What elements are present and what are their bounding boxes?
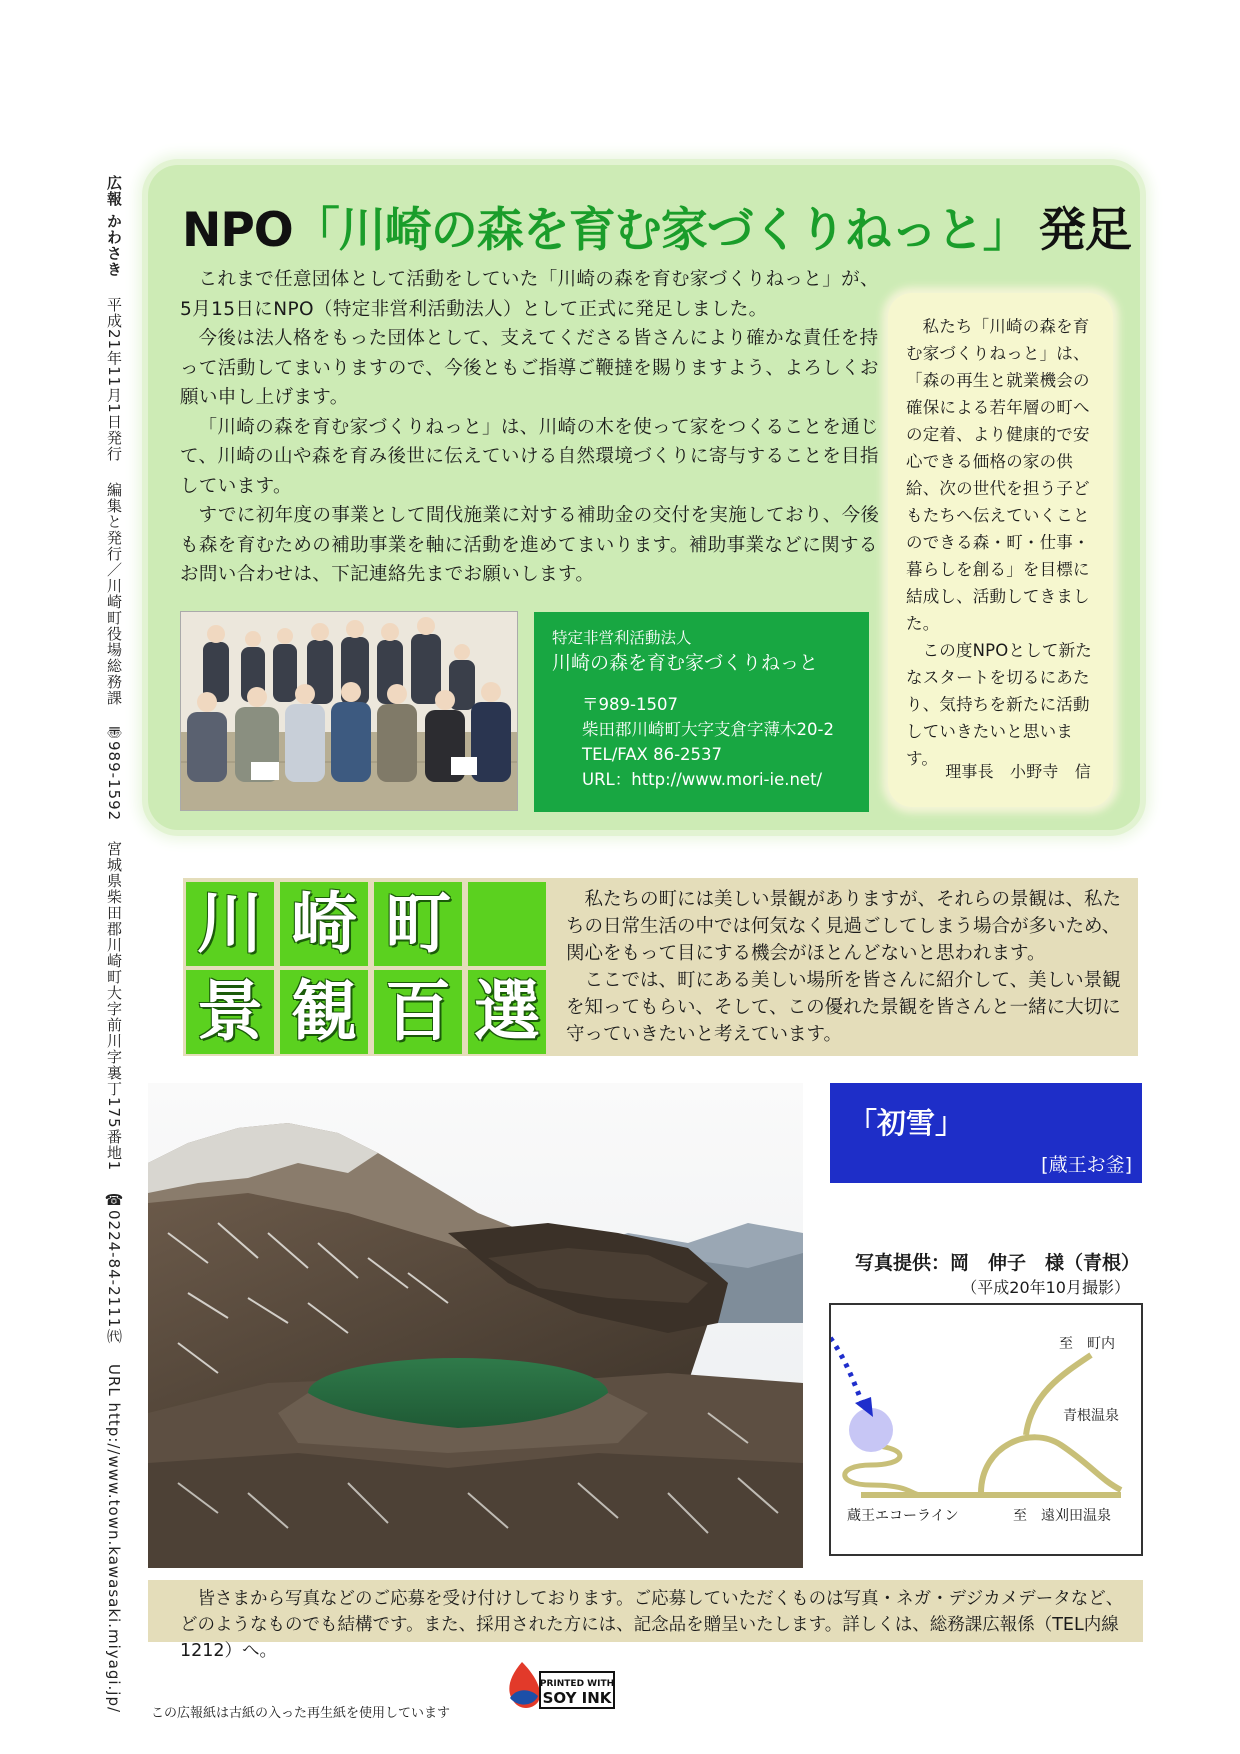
contact-postal: 〒989-1507: [582, 695, 678, 714]
npo-paragraph: これまで任意団体として活動をしていた「川崎の森を育む家づくりねっと」が、5月15日にNPO（特定非営利活動法人）として正式に発足しました。: [180, 269, 879, 320]
side-editor: 編集と発行／川崎町役場総務課: [105, 481, 123, 706]
location-map: [829, 1303, 1143, 1556]
side-issue-date: 平成21年11月1日発行: [105, 297, 123, 462]
group-photo-illustration: [181, 612, 518, 811]
keikan-char: 川: [186, 882, 274, 966]
keikan-paragraph: 私たちの町には美しい景観がありますが、それらの景観は、私たちの日常生活の中では何気なく見過ごしてしまう場合が多いため、関心をもって目にする機会がほとんどないと思われます。: [566, 889, 1122, 964]
contact-url[interactable]: URL：http://www.mori-ie.net/: [582, 770, 823, 789]
keikan-title-grid: [186, 882, 546, 1054]
chairman-signature: 理事長 小野寺 信: [945, 762, 1091, 781]
npo-paragraph: 今後は法人格をもった団体として、支えてくださる皆さんにより確かな責任を持って活動してまいりますので、今後ともご指導ご鞭撻を賜りますよう、よろしくお願い申し上げます。: [180, 328, 879, 408]
contact-address: 柴田郡川崎町大字支倉字薄木20-2: [582, 720, 834, 739]
okama-landscape-photo: [148, 1083, 803, 1568]
contact-org-type: 特定非営利活動法人: [552, 629, 692, 647]
keikan-char: 百: [374, 970, 462, 1054]
keikan-char: 崎: [280, 882, 368, 966]
notice-text: 皆さまから写真などのご応募を受け付けしております。ご応募していただくものは写真・ネガ・デジカメデータなど、どのようなものでも結構です。また、採用された方には、記念品を贈呈いたします。詳しくは、総務課広報係（TEL内線1212）へ。: [180, 1589, 1124, 1661]
side-postal: 〠989-1592: [105, 725, 123, 822]
contact-tel: TEL/FAX 86-2537: [582, 745, 723, 764]
headline-npo: NPO: [182, 203, 293, 258]
headline-hassoku: 発足: [1038, 203, 1131, 258]
npo-paragraph: すでに初年度の事業として間伐施業に対する補助金の交付を実施しており、今後も森を育むための補助事業を軸に活動を進めてまいります。補助事業などに関するお問い合わせは、下記連絡先までお願いします。: [180, 505, 880, 585]
map-label-town: 至 町内: [1059, 1336, 1115, 1352]
keikan-char: 観: [280, 970, 368, 1054]
npo-body-text: [180, 265, 880, 590]
soy-ink-logo: [500, 1658, 618, 1718]
side-publication-info: [100, 175, 128, 1735]
map-label-aone: 青根温泉: [1063, 1408, 1119, 1424]
message-paragraph: この度NPOとして新たなスタートを切るにあたり、気持ちを新たに活動していきたいと思います。: [906, 641, 1092, 768]
keikan-char: 選: [468, 970, 546, 1054]
map-label-togatta: 至 遠刈田温泉: [1013, 1508, 1111, 1524]
recycled-paper-note: この広報紙は古紙の入った再生紙を使用しています: [151, 1706, 451, 1721]
map-label-zao-line: 蔵王エコーライン: [847, 1508, 959, 1524]
side-address: 宮城県柴田郡川崎町大字前川字裏丁175番地1: [105, 841, 123, 1172]
keikan-intro: [566, 886, 1126, 1048]
keikan-char: 景: [186, 970, 274, 1054]
side-url[interactable]: URL http://www.town.kawasaki.miyagi.jp/: [105, 1364, 123, 1714]
photo-date: （平成20年10月撮影）: [961, 1278, 1130, 1297]
message-paragraph: 私たち「川崎の森を育む家づくりねっと」は、「森の再生と就業機会の確保による若年層の町への定着、より健康的で安心できる価格の家の供給、次の世代を担う子どもたちへ伝えていくことのできる森・町・仕事・暮らしを創る」を目標に結成し、活動してきました。: [906, 317, 1090, 633]
keikan-char: 町: [374, 882, 462, 966]
headline-org-name: 「川崎の森を育む家づくりねっと」: [292, 203, 1029, 258]
okama-landscape-illustration: [148, 1083, 803, 1568]
soy-ink-mark: [500, 1658, 618, 1718]
photo-submission-notice: [148, 1580, 1143, 1661]
side-phone: ☎0224-84-2111㈹: [105, 1191, 123, 1345]
soy-line1: PRINTED WITH: [539, 1679, 615, 1689]
npo-paragraph: 「川崎の森を育む家づくりねっと」は、川崎の木を使って家をつくることを通じて、川崎の山や森を育み後世に伝えていける自然環境づくりに寄与することを目指しています。: [180, 416, 879, 497]
npo-headline: [182, 193, 1131, 260]
photo-caption-box: [830, 1083, 1142, 1183]
chairman-message: [888, 293, 1113, 807]
keikan-spacer: [468, 882, 546, 966]
npo-article: [148, 165, 1140, 830]
side-pub-name: 広報 かわさき: [105, 175, 123, 278]
photo-title: 「初雪」: [848, 1106, 965, 1140]
group-photo: [180, 611, 518, 811]
contact-org-name: 川崎の森を育む家づくりねっと: [552, 652, 819, 674]
contact-box: [534, 612, 869, 812]
photo-location: [蔵王お釜]: [1041, 1154, 1132, 1176]
keikan-paragraph: ここでは、町にある美しい場所を皆さんに紹介して、美しい景観を知ってもらい、そして、この優れた景観を皆さんと一緒に大切に守っていきたいと考えています。: [566, 970, 1121, 1045]
soy-line2: SOY INK: [542, 1689, 612, 1707]
photo-credit: 写真提供：岡 伸子 様（青根）: [855, 1252, 1141, 1274]
